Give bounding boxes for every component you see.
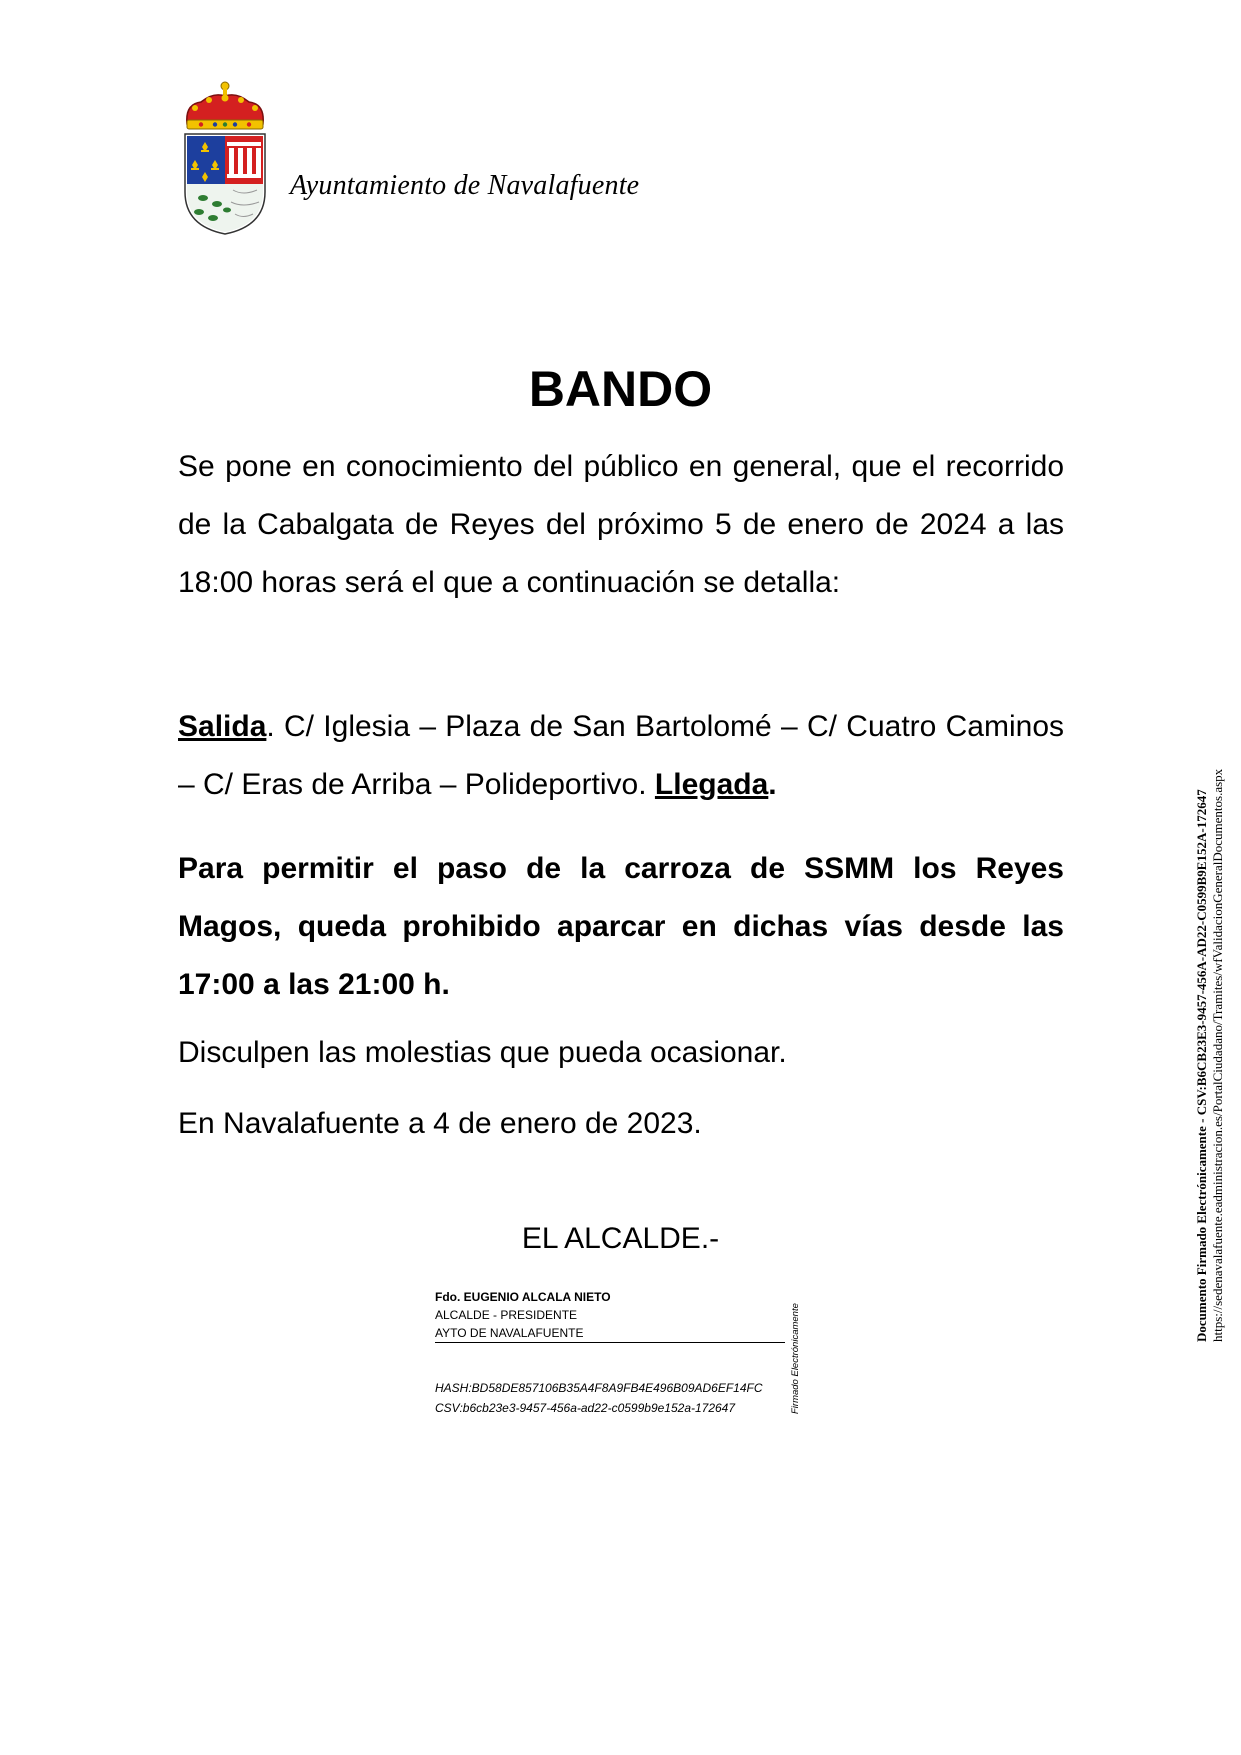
signature-hash: HASH:BD58DE857106B35A4F8A9FB4E496B09AD6EF14FC — [435, 1381, 763, 1395]
parking-notice: Para permitir el paso de la carroza de SSMM los Reyes Magos, queda prohibido aparcar en dichas vías desde las 17:00 a las 21:00 h. — [178, 852, 1064, 1001]
end-punct: . — [768, 768, 777, 801]
route-paragraph — [178, 698, 1064, 814]
organization-name: Ayuntamiento de Navalafuente — [290, 170, 640, 201]
route-text: . C/ Iglesia – Plaza de San Bartolomé – C/ Cuatro Caminos – C/ Eras de Arriba – Polideportivo. — [178, 710, 1064, 801]
side-note-line-1: Documento Firmado Electrónicamente - CSV:B6CB23E3-9457-456A-AD22-C0599B9E152A-172647 — [1194, 789, 1209, 1342]
signature-block — [435, 1288, 815, 1343]
start-label: Salida — [178, 710, 267, 743]
side-validation-note — [1194, 769, 1226, 1342]
signature-codes — [435, 1378, 763, 1418]
document-title: BANDO — [528, 361, 713, 417]
apology-paragraph: Disculpen las molestias que pueda ocasionar. — [178, 1036, 787, 1069]
coat-of-arms-icon — [183, 80, 267, 236]
signature-csv: CSV:b6cb23e3-9457-456a-ad22-c0599b9e152a-172647 — [435, 1401, 736, 1415]
end-label: Llegada — [654, 768, 769, 801]
date-line: En Navalafuente a 4 de enero de 2023. — [178, 1107, 702, 1140]
signer-role: ALCALDE - PRESIDENTE — [435, 1308, 578, 1322]
electronic-signature-label: Firmado Electrónicamente — [790, 1303, 801, 1414]
side-note-line-2: https://sedenavalafuente.eadministracion.es/PortalCiudadano/Tramites/wfValidacionGeneralDocumentos.aspx — [1210, 768, 1225, 1342]
signer-name: Fdo. EUGENIO ALCALA NIETO — [435, 1290, 611, 1304]
intro-paragraph: Se pone en conocimiento del público en general, que el recorrido de la Cabalgata de Reyes del próximo 5 de enero de 2024 a las 18:00 horas será el que a continuación se detalla: — [178, 450, 1064, 599]
signer-org: AYTO DE NAVALAFUENTE — [435, 1324, 785, 1343]
signer-title: EL ALCALDE.- — [521, 1222, 720, 1255]
